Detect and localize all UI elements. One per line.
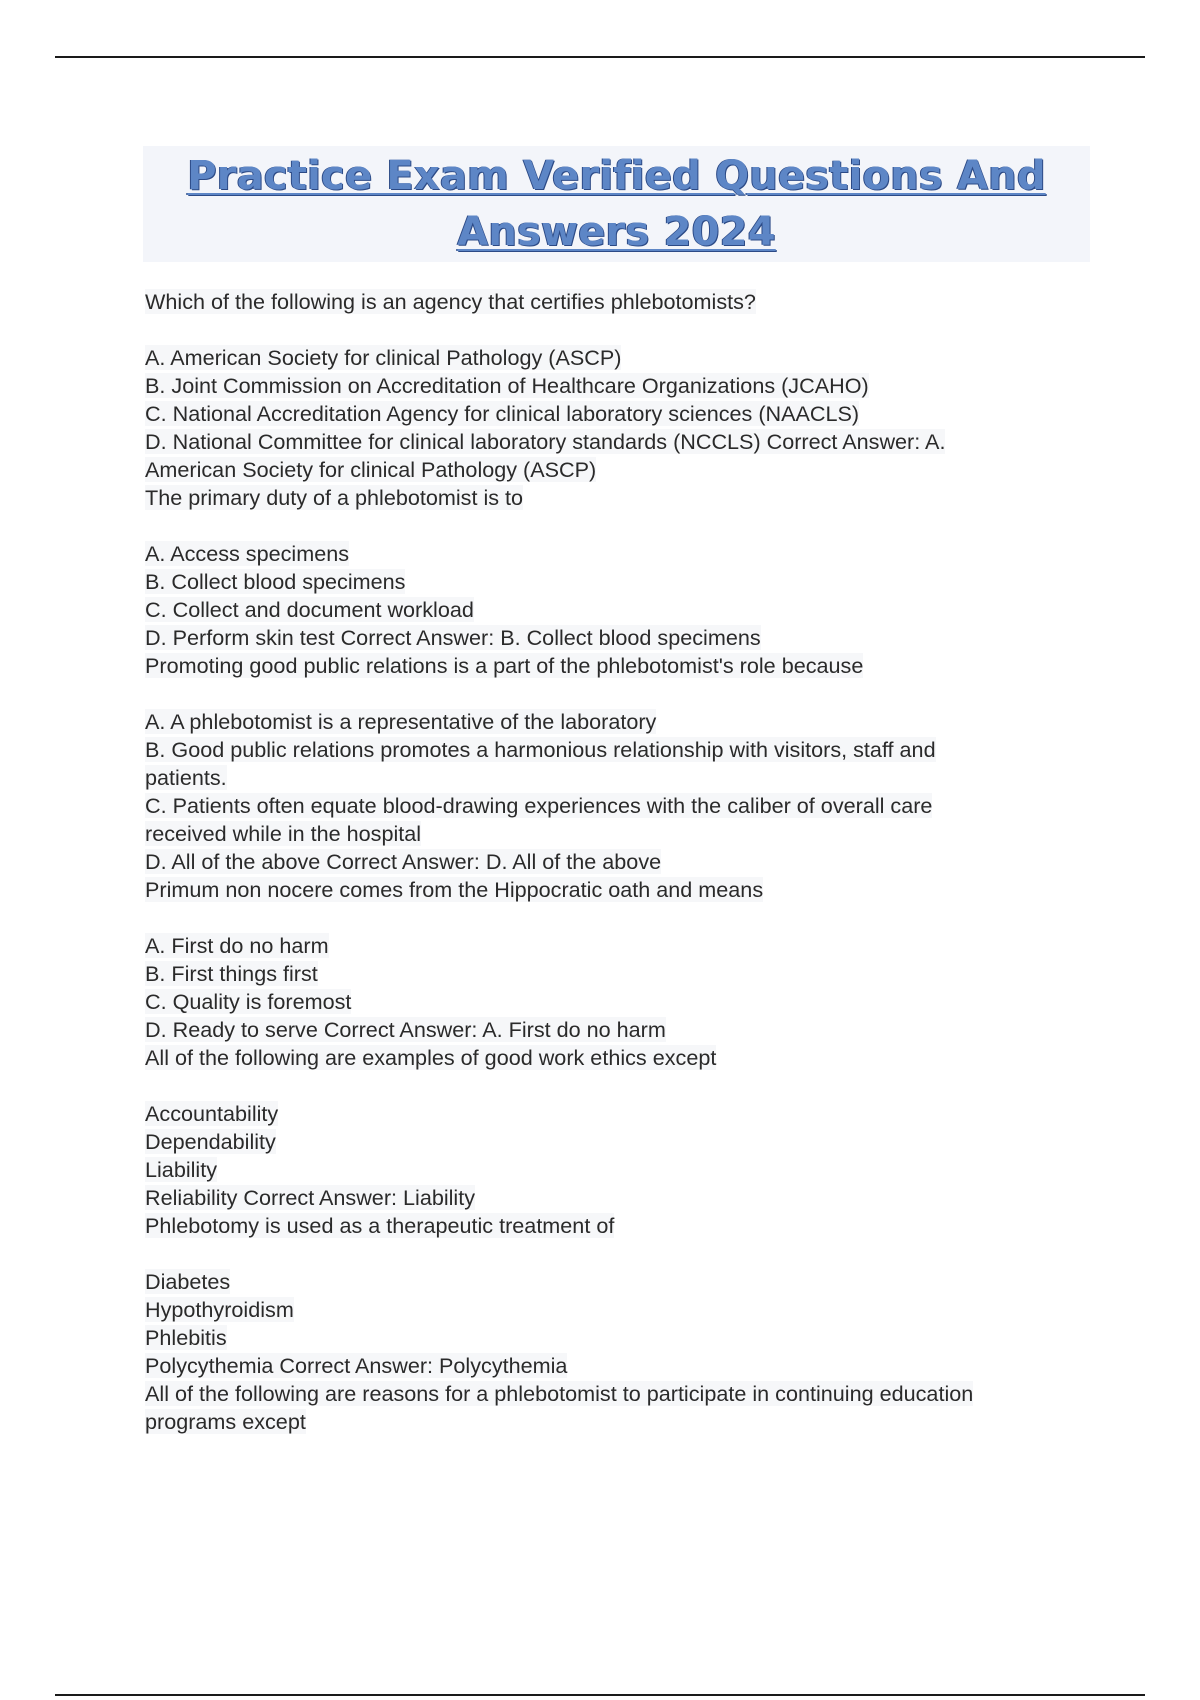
text-line [145,1268,1090,1296]
document-body [145,288,1090,1436]
document-title-line-1: Practice Exam Verified Questions And [187,153,1046,199]
text-line [145,288,1090,316]
text-line [145,960,1090,988]
text-line-content: Accountability [145,1101,279,1126]
text-line-content: All of the following are reasons for a phlebotomist to participate in continuing education [145,1381,974,1406]
text-line [145,456,1090,484]
text-line [145,1408,1090,1436]
blank-line [145,680,1090,708]
text-line-content: Primum non nocere comes from the Hippocratic oath and means [145,877,764,902]
text-line [145,344,1090,372]
text-line [145,1324,1090,1352]
text-line-content: Phlebotomy is used as a therapeutic treatment of [145,1213,615,1238]
blank-line [145,1240,1090,1268]
text-line-content: A. Access specimens [145,541,350,566]
text-line [145,1044,1090,1072]
text-line-content: All of the following are examples of good work ethics except [145,1045,717,1070]
text-line-content: B. Good public relations promotes a harmonious relationship with visitors, staff and [145,737,936,762]
text-line [145,400,1090,428]
text-line-content: Polycythemia Correct Answer: Polycythemia [145,1353,568,1378]
blank-line [145,512,1090,540]
text-line-content: Promoting good public relations is a part of the phlebotomist's role because [145,653,864,678]
text-line [145,1184,1090,1212]
text-line-content: C. Quality is foremost [145,989,352,1014]
text-line [145,1352,1090,1380]
text-line [145,764,1090,792]
text-line [145,1016,1090,1044]
document-title-line-2: Answers 2024 [457,209,776,255]
text-line [145,876,1090,904]
text-line [145,1100,1090,1128]
text-line [145,708,1090,736]
top-rule [55,56,1145,58]
text-line-content: B. First things first [145,961,318,986]
text-line-content: American Society for clinical Pathology (ASCP) [145,457,597,482]
text-line-content: Which of the following is an agency that certifies phlebotomists? [145,289,756,314]
text-line [145,568,1090,596]
text-line [145,988,1090,1016]
text-line-content: B. Joint Commission on Accreditation of Healthcare Organizations (JCAHO) [145,373,869,398]
text-line [145,372,1090,400]
text-line [145,1128,1090,1156]
text-line [145,736,1090,764]
text-line-content: C. Collect and document workload [145,597,474,622]
text-line [145,792,1090,820]
bottom-rule [55,1694,1145,1696]
text-line-content: A. A phlebotomist is a representative of the laboratory [145,709,657,734]
text-line [145,484,1090,512]
text-line-content: Phlebitis [145,1325,227,1350]
text-line-content: D. Perform skin test Correct Answer: B. Collect blood specimens [145,625,761,650]
text-line-content: A. American Society for clinical Pathology (ASCP) [145,345,622,370]
text-line [145,540,1090,568]
text-line [145,596,1090,624]
text-line-content: D. Ready to serve Correct Answer: A. First do no harm [145,1017,666,1042]
title-banner [143,146,1090,262]
text-line-content: A. First do no harm [145,933,329,958]
blank-line [145,904,1090,932]
text-line-content: C. Patients often equate blood-drawing experiences with the caliber of overall care [145,793,933,818]
text-line-content: C. National Accreditation Agency for clinical laboratory sciences (NAACLS) [145,401,860,426]
text-line [145,428,1090,456]
text-line [145,1156,1090,1184]
text-line-content: The primary duty of a phlebotomist is to [145,485,524,510]
blank-line [145,316,1090,344]
text-line-content: Liability [145,1157,218,1182]
text-line-content: patients. [145,765,227,790]
text-line-content: received while in the hospital [145,821,422,846]
text-line [145,820,1090,848]
text-line [145,1296,1090,1324]
text-line-content: B. Collect blood specimens [145,569,406,594]
text-line [145,652,1090,680]
blank-line [145,1072,1090,1100]
text-line-content: programs except [145,1409,306,1434]
text-line [145,1212,1090,1240]
text-line [145,848,1090,876]
text-line [145,932,1090,960]
text-line-content: Dependability [145,1129,276,1154]
text-line-content: D. All of the above Correct Answer: D. All of the above [145,849,662,874]
text-line-content: Reliability Correct Answer: Liability [145,1185,476,1210]
text-line-content: Diabetes [145,1269,231,1294]
text-line [145,1380,1090,1408]
text-line [145,624,1090,652]
text-line-content: D. National Committee for clinical laboratory standards (NCCLS) Correct Answer: A. [145,429,946,454]
text-line-content: Hypothyroidism [145,1297,294,1322]
